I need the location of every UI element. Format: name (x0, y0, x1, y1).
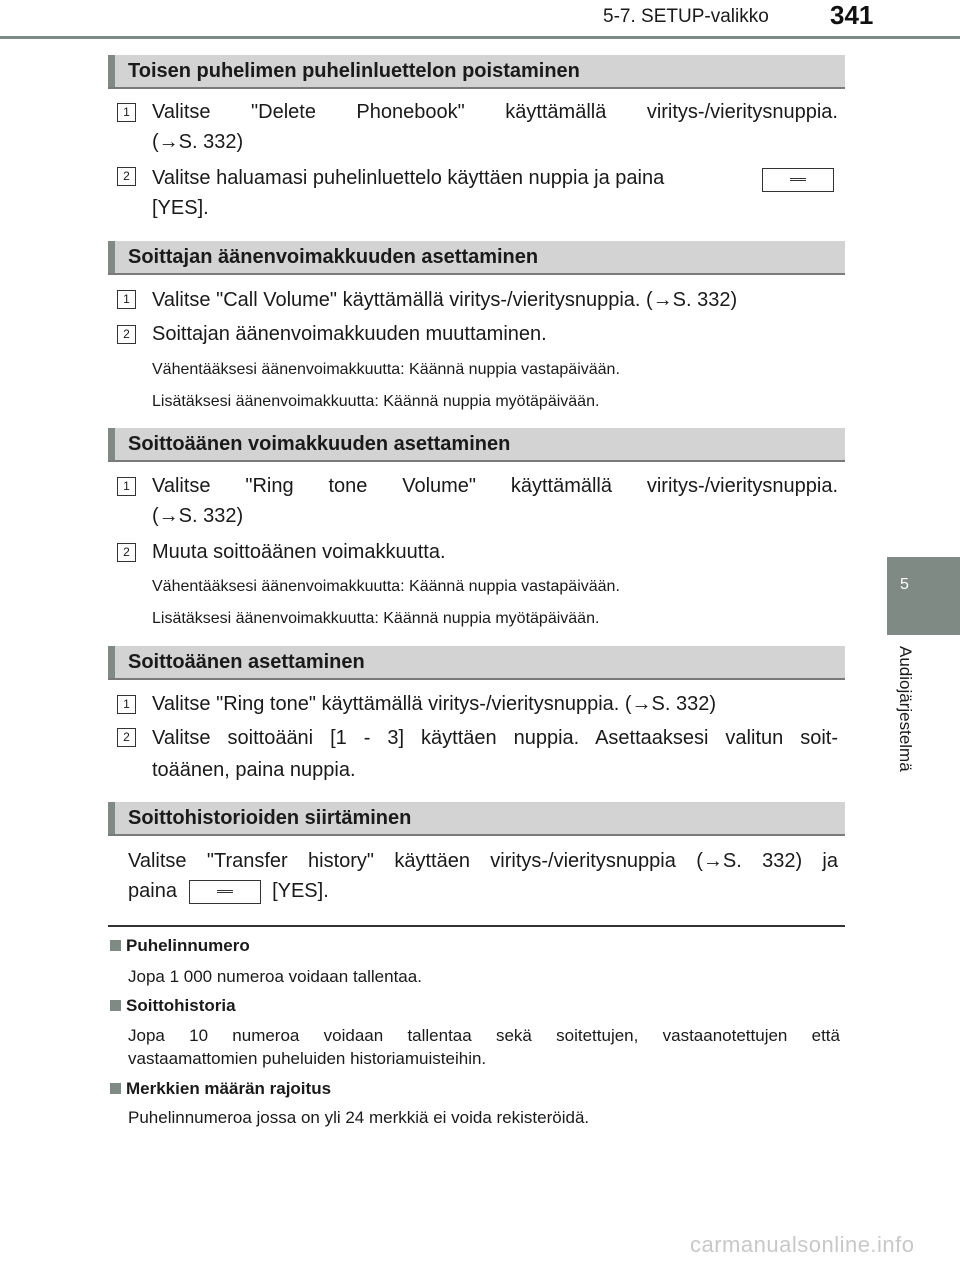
note-title: Puhelinnumero (110, 936, 250, 956)
step-text-cont: (→S. 332) (152, 505, 244, 527)
knob-press-icon (189, 880, 261, 904)
step-text-cont: toäänen, paina nuppia. (152, 759, 356, 781)
chapter-tab-number: 5 (900, 576, 909, 593)
step-number: 1 (117, 695, 136, 714)
section-heading-ring-tone: Soittoäänen asettaminen (108, 646, 845, 680)
step-text: Muuta soittoäänen voimakkuutta. (152, 541, 446, 563)
step-number: 2 (117, 325, 136, 344)
step-text: Soittajan äänenvoimakkuuden muuttaminen. (152, 323, 547, 345)
step-number: 1 (117, 103, 136, 122)
note-text: Puhelinnumeroa jossa on yli 24 merkkiä ei voida rekisteröidä. (128, 1108, 590, 1127)
step-number: 1 (117, 477, 136, 496)
step-note: Vähentääksesi äänenvoimakkuutta: Käännä nuppia vastapäivään. (152, 361, 620, 378)
note-title: Merkkien määrän rajoitus (110, 1079, 331, 1099)
step-number: 2 (117, 543, 136, 562)
step-note: Lisätäksesi äänenvoimakkuutta: Käännä nuppia myötäpäivään. (152, 610, 600, 627)
step-note: Vähentääksesi äänenvoimakkuutta: Käännä nuppia vastapäivään. (152, 578, 620, 595)
notes-divider (108, 925, 845, 927)
step-number: 2 (117, 728, 136, 747)
chapter-title: 5-7. SETUP-valikko (603, 6, 769, 27)
step-text: Valitse "Ring tone" käyttämällä viritys-/vieritysnuppia. (→S. 332) (152, 693, 717, 715)
step-text: Valitse haluamasi puhelinluettelo käyttäen nuppia ja paina (152, 167, 665, 189)
chapter-tab-label: Audiojärjestelmä (896, 646, 915, 772)
note-text-cont: vastaamattomien puheluiden historiamuisteihin. (128, 1049, 487, 1068)
step-text: Valitse "Call Volume" käyttämällä viritys-/vieritysnuppia. (→S. 332) (152, 289, 738, 311)
step-note: Lisätäksesi äänenvoimakkuutta: Käännä nuppia myötäpäivään. (152, 393, 600, 410)
bullet-square-icon (110, 940, 121, 951)
note-text: Jopa 1 000 numeroa voidaan tallentaa. (128, 967, 422, 986)
step-number: 1 (117, 290, 136, 309)
paragraph-text: Valitse "Transfer history" käyttäen viritys-/vieritysnuppia (→S. 332) ja (128, 850, 838, 872)
step-text: Valitse "Delete Phonebook" käyttämällä viritys-/vieritysnuppia. (152, 101, 838, 123)
note-title: Soittohistoria (110, 996, 236, 1016)
section-heading-call-volume: Soittajan äänenvoimakkuuden asettaminen (108, 241, 845, 275)
note-text: Jopa 10 numeroa voidaan tallentaa sekä soitettujen, vastaanotettujen että (128, 1026, 840, 1045)
bullet-square-icon (110, 1083, 121, 1094)
bullet-square-icon (110, 1000, 121, 1011)
header-rule (0, 36, 960, 39)
section-heading-transfer-history: Soittohistorioiden siirtäminen (108, 802, 845, 836)
chapter-tab (887, 557, 960, 635)
step-text: Valitse soittoääni [1 - 3] käyttäen nuppia. Asettaaksesi valitun soit- (152, 727, 838, 749)
step-text-cont: (→S. 332) (152, 131, 244, 153)
page-number: 341 (830, 0, 874, 30)
step-number: 2 (117, 167, 136, 186)
paragraph-text-cont: paina [YES]. (128, 880, 329, 902)
section-heading-delete-phonebook: Toisen puhelimen puhelinluettelon poistaminen (108, 55, 845, 89)
step-text-cont: [YES]. (152, 197, 209, 219)
step-text: Valitse "Ring tone Volume" käyttämällä viritys-/vieritysnuppia. (152, 475, 838, 497)
section-heading-ring-volume: Soittoäänen voimakkuuden asettaminen (108, 428, 845, 462)
watermark: carmanualsonline.info (690, 1232, 915, 1257)
knob-press-icon (762, 168, 834, 192)
